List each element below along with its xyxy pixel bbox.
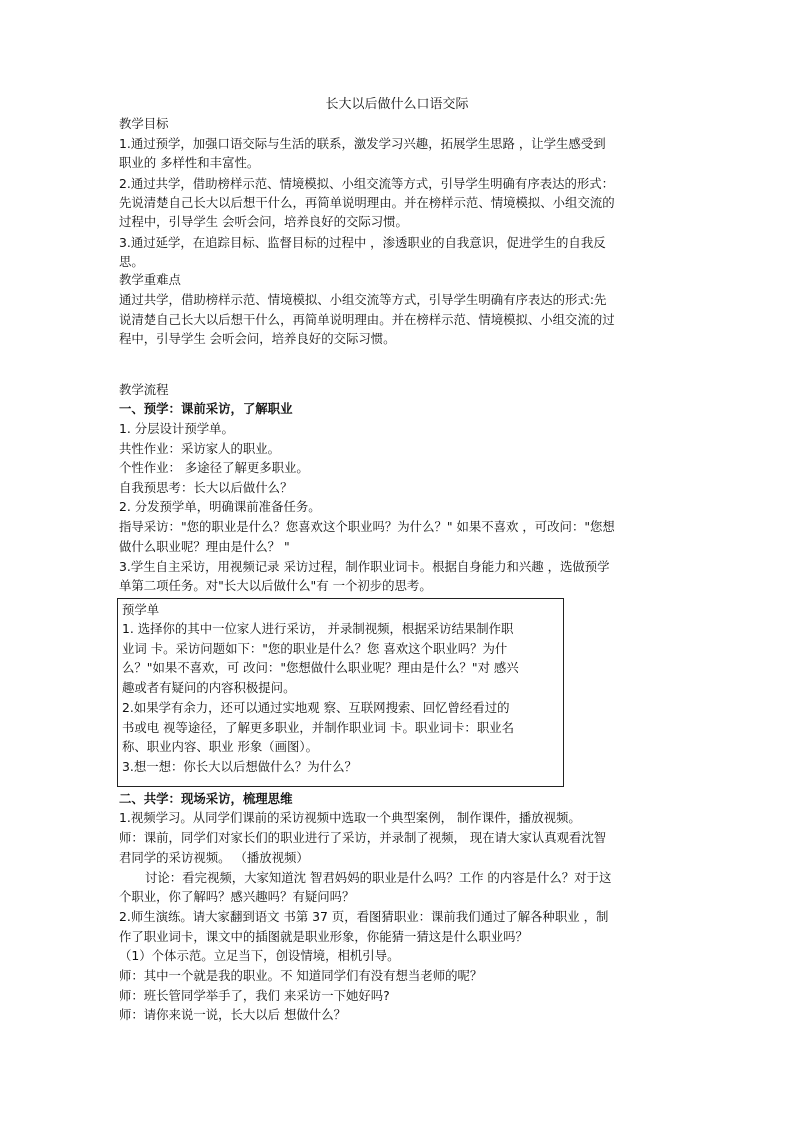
- text-line: 3.通过延学，在追踪目标、监督目标的过程中 ，渗透职业的自我意识，促进学生的自我反: [119, 235, 606, 250]
- subsection-heading-colearn: 二、共学：现场采访，梳理思维: [119, 791, 293, 806]
- text-line: 作了职业词卡，课文中的插图就是职业形象，你能猜一猜这是什么职业吗？: [119, 929, 528, 944]
- section-heading-goals: 教学目标: [119, 116, 169, 131]
- text-line: 自我预思考：长大以后做什么？: [119, 480, 293, 495]
- text-line: 个性作业： 多途径了解更多职业。: [119, 460, 309, 475]
- box-line: 书或电 视等途径，了解更多职业，并制作职业词 卡。职业词卡：职业名: [122, 720, 514, 735]
- text-line: 师：班长管同学举手了，我们 来采访一下她好吗?: [119, 988, 390, 1003]
- box-line: 么？"如果不喜欢，可 改问："您想做什么职业呢？理由是什么？"对 感兴: [122, 660, 519, 675]
- text-line: 讨论：看完视频，大家知道沈 智君妈妈的职业是什么吗？工作 的内容是什么？对于这: [145, 870, 612, 885]
- text-line: 师：其中一个就是我的职业。不 知道同学们有没有想当老师的呢？: [119, 968, 483, 983]
- text-line: 指导采访："您的职业是什么？您喜欢这个职业吗？为什么？" 如果不喜欢 ，可改问："您想: [119, 519, 615, 534]
- text-line: 过程中，引导学生 会听会问，培养良好的交际习惯。: [119, 214, 408, 229]
- prelearn-sheet-box: [117, 598, 564, 787]
- text-line: 共性作业：采访家人的职业。: [119, 441, 281, 456]
- box-line: 称、职业内容、职业 形象（画图）。: [122, 739, 318, 754]
- box-line: 业词 卡。采访问题如下："您的职业是什么？您 喜欢这个职业吗？为什: [122, 641, 508, 656]
- text-line: 1. 分层设计预学单。: [119, 421, 234, 436]
- box-title: 预学单: [122, 602, 160, 617]
- text-line: 做什么职业呢？理由是什么？ ": [119, 539, 290, 554]
- text-line: 2.师生演练。请大家翻到语文 书第 37 页，看图猜职业：课前我们通过了解各种职业 ，制: [119, 909, 609, 924]
- section-heading-process: 教学流程: [119, 382, 169, 397]
- box-line: 趣或者有疑问的内容积极提问。: [122, 680, 296, 695]
- text-line: 1.通过预学，加强口语交际与生活的联系，激发学习兴趣，拓展学生思路 ，让学生感受到: [119, 136, 606, 151]
- page-title: 长大以后做什么口语交际: [325, 97, 469, 112]
- text-line: 先说清楚自己长大以后想干什么，再简单说明理由。并在榜样示范、情境模拟、小组交流的: [119, 195, 615, 210]
- box-line: 3.想一想：你长大以后想做什么？为什么？: [122, 759, 357, 774]
- box-line: 1. 选择你的其中一位家人进行采访， 并录制视频，根据采访结果制作职: [122, 621, 514, 636]
- text-line: 3.学生自主采访，用视频记录 采访过程，制作职业词卡。根据自身能力和兴趣 ，选做预学: [119, 559, 610, 574]
- text-line: （1）个体示范。立足当下，创设情境，相机引导。: [119, 948, 400, 963]
- text-line: 思。: [119, 254, 144, 269]
- text-line: 程中，引导学生 会听会问，培养良好的交际习惯。: [119, 331, 396, 346]
- text-line: 2. 分发预学单，明确课前准备任务。: [119, 499, 321, 514]
- text-line: 师：请你来说一说，长大以后 想做什么？: [119, 1007, 346, 1022]
- text-line: 通过共学，借助榜样示范、情境模拟、小组交流等方式，引导学生明确有序表达的形式:先: [119, 292, 607, 307]
- text-line: 单第二项任务。对"长大以后做什么"有 一个初步的思考。: [119, 578, 432, 593]
- text-line: 个职业，你了解吗？感兴趣吗？有疑问吗？: [119, 889, 355, 904]
- text-line: 君同学的采访视频。 （播放视频）: [119, 850, 309, 865]
- text-line: 说清楚自己长大以后想干什么，再简单说明理由。并在榜样示范、情境模拟、小组交流的过: [119, 312, 615, 327]
- subsection-heading-prelearn: 一、预学：课前采访，了解职业: [119, 401, 293, 416]
- text-line: 职业的 多样性和丰富性。: [119, 155, 260, 170]
- box-line: 2.如果学有余力，还可以通过实地观 察、互联网搜索、回忆曾经看过的: [122, 700, 510, 715]
- text-line: 师：课前，同学们对家长们的职业进行了采访，并录制了视频， 现在请大家认真观看沈智: [119, 830, 607, 845]
- text-line: 1.视频学习。从同学们课前的采访视频中选取一个典型案例， 制作课件，播放视频。: [119, 810, 581, 825]
- section-heading-difficulties: 教学重难点: [119, 272, 181, 287]
- text-line: 2.通过共学，借助榜样示范、情境模拟、小组交流等方式，引导学生明确有序表达的形式：: [119, 176, 615, 191]
